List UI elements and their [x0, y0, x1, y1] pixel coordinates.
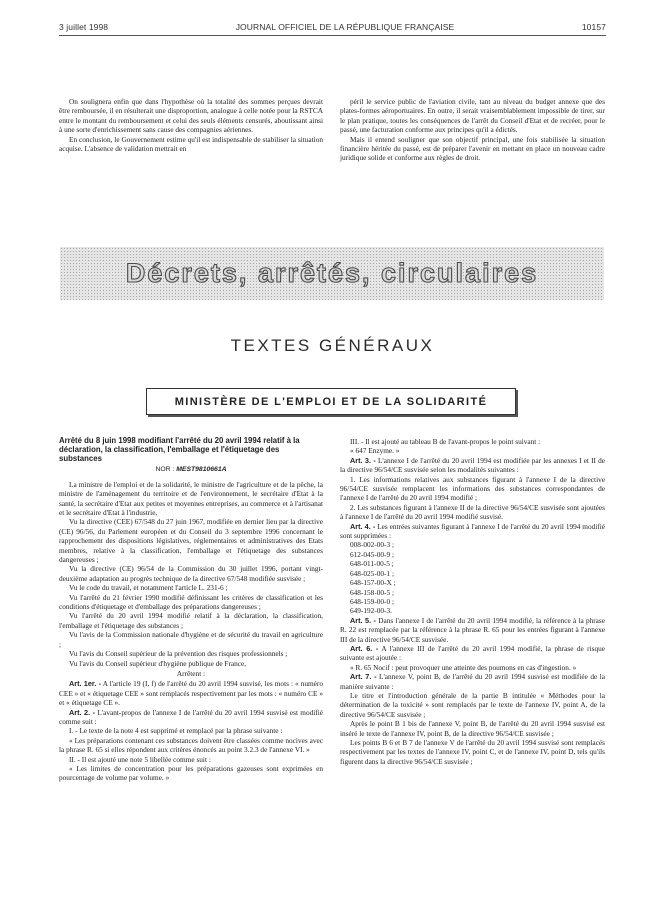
- deleted-entry-code: 648-011-00-5 ;: [350, 559, 394, 569]
- section-title: TEXTES GÉNÉRAUX: [230, 336, 435, 355]
- nor-code: MESТ9810661A: [176, 466, 227, 474]
- intro-left-column: [59, 97, 323, 153]
- article-3-item: 2. Les substances figurant à l'annexe II de la directive 96/54/CE susvisée sont ajoutées à l'annexe I de l'arrêté du 20 avril 1994 modifié susvisé.: [340, 502, 605, 522]
- intro-right-column: [340, 97, 605, 163]
- banner-title: Décrets, arrêtés, circulaires: [125, 258, 539, 288]
- deleted-entry-code: 008-002-00-3 ;: [350, 540, 394, 550]
- article-2: [59, 708, 323, 727]
- article-6-label: Art. 6. -: [350, 643, 379, 653]
- deleted-entry-code: 648-157-00-X ;: [350, 578, 396, 588]
- article-2-item: « Les préparations contenant ces substances doivent être classées comme nocives avec la phrase R. 65 si elles répondent aux critères énoncés au point 3.2.3 de l'annexe VI. »: [59, 735, 323, 755]
- article-7-label: Art. 7. -: [350, 672, 377, 682]
- article-4: [340, 522, 605, 541]
- preamble-paragraph: Vu l'avis du Conseil supérieur d'hygiène publique de France,: [69, 658, 247, 668]
- article-1: [59, 679, 323, 707]
- article-5: [340, 616, 605, 644]
- arretent-label: Arrêtent :: [176, 668, 206, 678]
- preamble-paragraph: Vu le code du travail, et notamment l'article L. 231-6 ;: [69, 583, 228, 593]
- nor-reference: [59, 465, 323, 474]
- preamble-paragraph: Vu la directive (CE) 96/54 de la Commission du 30 juillet 1996, portant vingt-deuxième adaptation au progrès technique de la directive 67/548 modifiée susvisée ;: [59, 564, 323, 583]
- article-6-quote: « R. 65 Nocif : peut provoquer une atteinte des poumons en cas d'ingestion. »: [350, 662, 577, 672]
- decree-title: Arrêté du 8 juin 1998 modifiant l'arrêté du 20 avril 1994 relatif à la déclaration, la classification, l'emballage et l'étiquetage des substances: [59, 436, 300, 463]
- article-1-label: Art. 1er. -: [69, 679, 102, 689]
- article-3-label: Art. 3. -: [350, 455, 376, 465]
- article-3-text: L'annexe I de l'arrêté du 20 avril 1994 est modifiée par les annexes I et II de la directive 96/54/CE susvisée selon les modalités suivantes :: [340, 455, 605, 475]
- header-rule: [59, 35, 606, 36]
- nor-label: NOR :: [155, 466, 175, 474]
- article-6: [340, 644, 605, 663]
- intro-paragraph: On soulignera enfin que dans l'hypothèse où la totalité des sommes perçues devrait être remboursée, il en résulterait une disproportion, analogue à celle notée pour la RSTCA entre le montant du remboursement et celui des seuls éléments censurés, aboutissant ainsi à une sorte d'enrichissement sans cause des compagnies aériennes.: [59, 97, 323, 135]
- deleted-entry-code: 612-045-00-9 ;: [350, 549, 394, 559]
- article-4-text: Les entrées suivantes figurant à l'annexe I de l'arrêté du 20 avril 1994 modifié sont supprimées :: [340, 521, 606, 541]
- right-paragraph: « 647 Enzyme. »: [350, 446, 400, 456]
- section-banner: [60, 247, 604, 300]
- preamble-paragraph: Vu l'avis du Conseil supérieur de la prévention des risques professionnels ;: [69, 649, 288, 659]
- deleted-entry-code: 649-192-00-3.: [350, 606, 392, 616]
- article-2-text: L'avant-propos de l'annexe I de l'arrêté du 20 avril 1994 susvisé est modifié comme suit :: [59, 707, 324, 726]
- article-5-label: Art. 5. -: [350, 615, 376, 625]
- article-3-item: 1. Les informations relatives aux substances figurant à l'annexe I de la directive 96/54/CE susvisée remplacent les informations des substances correspondantes de l'annexe I de l'arrêté du 20 avril 1994 modifié ;: [340, 474, 605, 503]
- intro-paragraph: En conclusion, le Gouvernement estime qu'il est indispensable de stabiliser la situation acquise. L'absence de validation mettrait en: [59, 134, 323, 154]
- deleted-entry-code: 648-025-00-1 ;: [350, 568, 394, 578]
- header-date: 3 juillet 1998: [59, 22, 109, 32]
- preamble-paragraph: La ministre de l'emploi et de la solidarité, le ministre de l'agriculture et de la pêche, la ministre de l'aménagement du territoire et de l'environnement, le secrétaire d'Etat à la santé, la secrétaire d'Etat aux petites et moyennes entreprises, au commerce et à l'artisanat et le secrétaire d'Etat à l'industrie,: [59, 479, 323, 518]
- article-2-label: Art. 2. -: [69, 707, 96, 717]
- article-4-label: Art. 4. -: [350, 521, 376, 531]
- preamble-paragraph: Vu l'avis de la Commission nationale d'hygiène et de sécurité du travail en agriculture ;: [59, 630, 323, 649]
- intro-paragraph: péril le service public de l'aviation civile, tant au niveau du budget annexe que des plates-formes aéroportuaires. En outre, il serait vraisemblablement impossible de tirer, sur le plan pratique, toutes les conséquences de l'arrêt du Conseil d'Etat et de recréer, pour le passé, une facturation conforme aux principes qu'il a édictés.: [340, 97, 605, 135]
- article-7-item: Après le point B 1 bis de l'annexe V, point B, de l'arrêté du 20 avril 1994 susvisé est inséré le texte de l'annexe IV, point B, de la directive 96/54/CE susvisée ;: [340, 719, 605, 738]
- intro-paragraph: Mais il entend souligner que son objectif principal, une fois stabilisée la situation financière héritée du passé, est de préparer l'avenir en mettant en place un nouveau cadre juridique solide et conforme aux règles de droit.: [340, 134, 605, 163]
- article-5-text: Dans l'annexe I de l'arrêté du 20 avril 1994 modifié, la référence à la phrase R. 22 est remplacée par la référence à la phrase R. 65 pour les entrées figurant à l'annexe III de la directive 96/54/CE susvisée.: [340, 615, 605, 644]
- article-7: [340, 672, 605, 691]
- deleted-entry-code: 648-159-00-0 ;: [350, 596, 394, 606]
- decree-right-column: [340, 437, 605, 766]
- preamble-paragraph: Vu l'arrêté du 20 avril 1994 modifié relatif à la déclaration, la classification, l'emballage et l'étiquetage des substances ;: [59, 611, 323, 630]
- article-7-text: L'annexe V, point B, de l'arrêté du 20 avril 1994 susvisé est modifiée de la manière suivante :: [340, 672, 605, 691]
- deleted-entry-code: 648-158-00-5 ;: [350, 587, 394, 597]
- decree-left-column: [59, 437, 323, 783]
- ministry-heading: MINISTÈRE DE L'EMPLOI ET DE LA SOLIDARITÉ: [146, 388, 516, 415]
- page-header: [59, 22, 606, 32]
- header-journal: JOURNAL OFFICIEL DE LA RÉPUBLIQUE FRANÇAISE: [235, 22, 455, 32]
- right-paragraph: III. - Il est ajouté au tableau B de l'avant-propos le point suivant :: [350, 437, 541, 446]
- header-page-number: 10157: [581, 22, 606, 32]
- article-3: [340, 456, 605, 475]
- article-6-text: A l'annexe III de l'arrêté du 20 avril 1994 modifié, la phrase de risque suivante est ajoutée :: [340, 643, 605, 663]
- article-7-item: Le titre et l'introduction générale de la partie B intitulée « Méthodes pour la détermination de la toxicité » sont remplacés par le texte de l'annexe IV, point A, de la directive 96/54/CE susvisée ;: [340, 690, 605, 719]
- preamble-paragraph: Vu la directive (CEE) 67/548 du 27 juin 1967, modifiée en dernier lieu par la directive (CE) 96/56, du Parlement européen et du Conseil du 3 septembre 1996 concernant le rapprochement des dispositions législatives, réglementaires et administratives des Etats membres, relative à la classification, l'emballage et l'étiquetage des substances dangereuses ;: [59, 517, 323, 565]
- article-1-text: A l'article 19 (I, f) de l'arrêté du 20 avril 1994 susvisé, les mots : « numéro CEE » et « étiquetage CEE » sont remplacés respectivement par les mots : « numéro CE » et « étiquetage CE ».: [59, 679, 324, 708]
- article-2-item: II. - Il est ajouté une note 5 libellée comme suit :: [69, 754, 211, 764]
- article-7-item: Les points B 6 et B 7 de l'annexe V de l'arrêté du 20 avril 1994 susvisé sont remplacés respectivement par les textes de l'annexe IV, point C, et de l'annexe IV, point D, tels qu'ils figurent dans la directive 96/54/CE susvisée ;: [340, 738, 605, 766]
- preamble-paragraph: Vu l'arrêté du 21 février 1990 modifié définissant les critères de classification et les conditions d'étiquetage et d'emballage des préparations dangereuses ;: [59, 592, 323, 612]
- article-2-item: I. - Le texte de la note 4 est supprimé et remplacé par la phrase suivante :: [69, 726, 283, 736]
- article-2-item: « Les limites de concentration pour les préparations gazeuses sont exprimées en pourcentage de volume par volume. »: [59, 763, 323, 783]
